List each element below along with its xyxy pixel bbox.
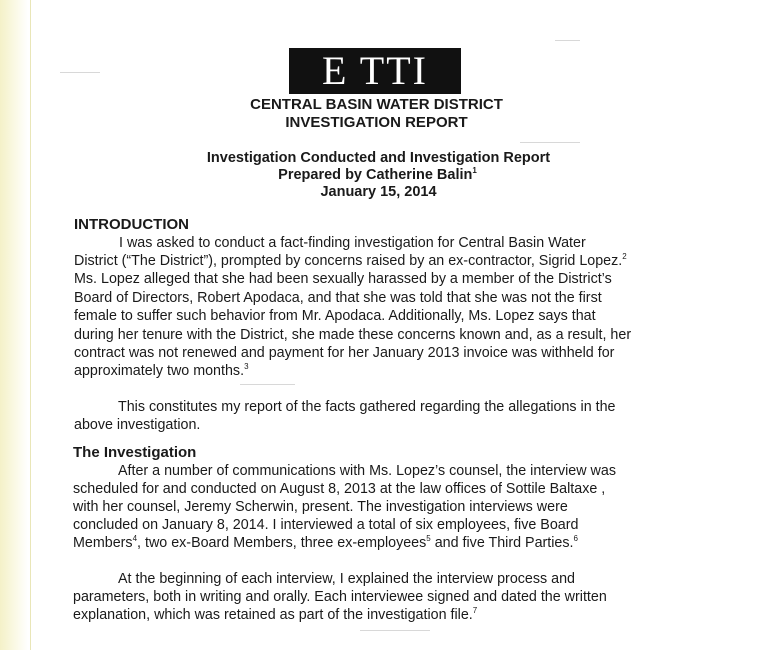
subtitle-line-2 [0,167,756,183]
intro-line: Board of Directors, Robert Apodaca, and that she was told that she was not the first [74,290,602,306]
scan-speck [555,40,580,41]
intro-p2-line: This constitutes my report of the facts gathered regarding the allegations in the [118,399,616,415]
intro-line: contract was not renewed and payment for her January 2013 invoice was withheld for [74,345,615,361]
footnote-ref-7: 7 [472,606,478,616]
investigation-p2-line: parameters, both in writing and orally. Each interviewee signed and dated the written [73,589,607,605]
introduction-heading: INTRODUCTION [74,216,189,233]
intro-line: Ms. Lopez alleged that she had been sexually harassed by a member of the District’s [74,271,612,287]
intro-line: I was asked to conduct a fact-finding investigation for Central Basin Water [119,235,586,251]
footnote-ref-6: 6 [573,534,578,544]
investigation-line: After a number of communications with Ms. Lopez’s counsel, the interview was [118,463,616,479]
investigation-p2-line: At the beginning of each interview, I explained the interview process and [118,571,575,587]
etti-logo: E TTI [289,48,461,94]
investigation-line: with her counsel, Jeremy Scherwin, present. The investigation interviews were [73,499,568,515]
scan-speck [60,72,100,73]
investigation-text: Members [73,535,133,551]
intro-line: female to suffer such behavior from Mr. Apodaca. Additionally, Ms. Lopez says that [74,308,596,324]
footnote-ref-5: 5 [426,534,431,544]
footnote-ref-3: 3 [244,362,249,372]
investigation-line: scheduled for and conducted on August 8, 2013 at the law offices of Sottile Baltaxe , [73,481,606,497]
investigation-heading: The Investigation [73,444,197,461]
footnote-ref-2: 2 [622,252,627,262]
author-text: Prepared by Catherine Balin [278,167,473,183]
report-date: January 15, 2014 [320,184,437,200]
intro-line [74,363,249,380]
footnote-ref-1: 1 [472,166,477,176]
scan-speck [520,142,580,143]
report-title: INVESTIGATION REPORT [285,114,468,131]
investigation-line [73,535,578,552]
investigation-text: , two ex-Board Members, three ex-employees [137,535,427,551]
investigation-p2-line [73,607,477,624]
intro-line: during her tenure with the District, she made these concerns known and, as a result, her [74,327,632,343]
investigation-text: explanation, which was retained as part of the investigation file. [73,607,473,623]
intro-line-text: District (“The District”), prompted by concerns raised by an ex-contractor, Sigrid Lopez. [74,253,623,269]
org-title: CENTRAL BASIN WATER DISTRICT [250,96,503,113]
scan-speck [240,384,295,385]
intro-line-text: approximately two months. [74,363,245,379]
subtitle-line-1: Investigation Conducted and Investigation Report [206,150,551,166]
investigation-text: and five Third Parties. [430,535,574,551]
scan-speck [360,630,430,631]
intro-p2-line: above investigation. [74,417,201,433]
intro-line [74,253,627,270]
footnote-ref-4: 4 [132,534,138,544]
investigation-line: concluded on January 8, 2014. I interviewed a total of six employees, five Board [73,517,579,533]
